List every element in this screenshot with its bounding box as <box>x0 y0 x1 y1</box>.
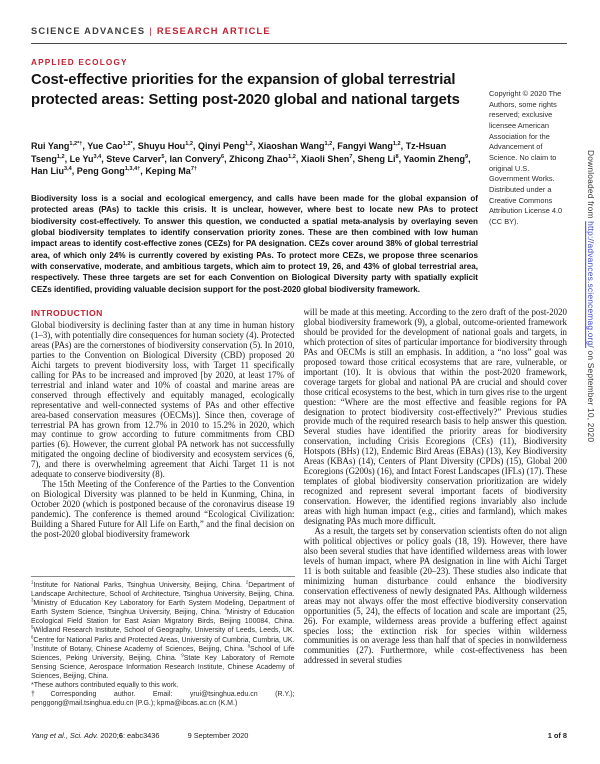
citation-journal: Sci. Adv. <box>69 731 99 740</box>
author: Sheng Li$^8$ <box>357 153 399 164</box>
paragraph: The 15th Meeting of the Conference of the Parties to the Convention on Biological Diversity was planned to be held in Kunming, China, in October 2020 (which is postponed because of the coronavirus disease 19 pandemic). The conference is themed around “Ecological Civilization: Building a Shared Future for All Life on Earth,” and the final decision on the post-2020 global biodiversity framework <box>31 479 295 540</box>
author: Qinyi Peng$^{1,2}$ <box>197 141 253 151</box>
page-number: 1 of 8 <box>547 731 567 740</box>
author: Ian Convery$^6$ <box>169 153 225 164</box>
article-type-label: RESEARCH ARTICLE <box>156 26 271 36</box>
author: Xiaoshan Wang$^{1,2}$ <box>257 141 333 151</box>
download-banner-post: on September 10, 2020 <box>586 347 596 443</box>
journal-name: SCIENCE ADVANCES <box>31 26 146 36</box>
citation-authors: Yang et al. <box>31 731 66 740</box>
author: Han Liu$^{3,4}$ <box>31 166 72 177</box>
equal-contribution-note: *These authors contributed equally to this work. <box>31 682 179 690</box>
author: Tz-Hsuan Tseng$^{1,2}$ <box>31 141 447 164</box>
copyright-notice: Copyright © 2020 The Authors, some rights reserved; exclusive licensee American Association for the Advancement of Science. No claim to original U.S. Government Works. Distributed under a Creative Commons Attribution License 4.0 (CC BY). <box>489 89 563 226</box>
author: Rui Yang$^{1,2*\dagger}$ <box>31 141 83 151</box>
citation <box>31 731 248 740</box>
citation-year: 2020; <box>100 731 119 740</box>
abstract: Biodiversity loss is a social and ecological emergency, and calls have been made for the global expansion of protected areas (PAs) to tackle this crisis. It is unclear, however, where best to locate new PAs to protect biodiversity cost-effectively. To answer this question, we conducted a spatial meta-analysis by overlaying seven global biodiversity templates to identify conservation priority zones. These are then combined with low human impact areas to identify cost-effective zones (CEZs) for PA designation. CEZs cover around 38% of global terrestrial area, of which only 24% is currently covered by existing PAs. To protect more CEZs, we propose three scenarios with conservative, moderate, and ambitious targets, which aim to protect 19, 26, and 43% of global terrestrial area, respectively. These three targets are set for each Convention on Biological Diversity party with spatially explicit CEZs identified, providing valuable decision support for the post-2020 global biodiversity framework. <box>31 194 478 294</box>
author: Steve Carver$^5$ <box>106 153 165 164</box>
author-list: Rui Yang$^{1,2*\dagger}$, Yue Cao$^{1,2*}$, Shuyu Hou$^{1,2}$, Qinyi Peng$^{1,2}$, Xiaoshan Wang$^{1,2}$, Fangyi Wang$^{1,2}$, Tz-Hsuan Tseng$^{1,2}$, Le Yu$^{3,4}$, Steve Carver$^5$, Ian Convery$^6$, Zhicong Zhao$^{1,2}$, Xiaoli Shen$^7$, Sheng Li$^8$, Yaomin Zheng$^9$, Han Liu$^{3,4}$, Peng Gong$^{1,3,4\dagger}$, Keping $Ma^{7\dagger}$ <box>31 141 471 177</box>
author: Fangyi Wang$^{1,2}$ <box>337 141 401 151</box>
author: Shuyu Hou$^{1,2}$ <box>137 141 193 151</box>
journal-url-link[interactable]: http://advances.sciencemag.org/ <box>586 221 596 348</box>
author: Yue Cao$^{1,2*}$ <box>87 141 133 151</box>
author: Zhicong Zhao$^{1,2}$ <box>229 153 296 164</box>
paragraph: will be made at this meeting. According to the zero draft of the post-2020 global biodiversity framework (9), a global, outcome-oriented framework should be provided for the development of national goals and targets, in which protection of sites of particular importance for biodiversity through PAs and OECMs is still an emphasis. In addition, a “no loss” goal was proposed toward those critical ecosystems that are rare, vulnerable, or important (10). It is obvious that within the post-2020 framework, coverage targets for global and national PA are crucial and should cover those critical ecosystems to the best, which in turn gives rise to the urgent question: “Where are the most effective and feasible regions for PA designation to protect biodiversity cost-effectively?” Previous studies provide much of the required research basis to help answer this question. Several studies have identified the priority areas for biodiversity conservation, including Crisis Ecoregions (CEs) (11), Biodiversity Hotspots (BHs) (12), Endemic Bird Areas (EBAs) (13), Key Biodiversity Areas (KBAs) (14), Centers of Plant Diversity (CPDs) (15), Global 200 Ecoregions (G200s) (16), and Intact Forest Landscapes (IFLs) (17). These templates of global biodiversity conservation prioritization are widely recognized and represent several important facets of biodiversity conservation. However, the identified regions invariably also include areas with high human impact (e.g., cities and farmland), which makes designating PAs much more difficult. <box>303 308 567 527</box>
masthead <box>31 26 271 36</box>
download-banner <box>586 150 596 628</box>
right-column-text <box>304 308 568 706</box>
masthead-separator: | <box>149 26 153 36</box>
author: Peng Gong$^{1,3,4\dagger}$ <box>76 166 141 177</box>
publication-date: 9 September 2020 <box>187 731 249 740</box>
page-title: Cost-effective priorities for the expansion of global terrestrial protected areas: Setting post-2020 global and national targets <box>31 72 460 109</box>
author: Yaomin Zheng$^9$ <box>403 153 469 164</box>
author: Le Yu$^{3,4}$ <box>69 153 102 164</box>
paragraph: Global biodiversity is declining faster than at any time in human history (1–3), with potentially dire consequences for human society (4). Protected areas (PAs) are the cornerstones of biodiversity conservation (5). In 2010, parties to the Convention on Biological Diversity (CBD) proposed 20 Aichi targets to prevent biodiversity loss, with Target 11 specifically calling for PAs to be increased and improved [by 2020, at least 17% of terrestrial and inland water and 10% of coastal and marine areas are conserved through effectively and equitably managed, ecologically representative and well-connected systems of PAs and other effective area-based conservation measures (OECMs)]. Since then, coverage of terrestrial PA has grown from 12.7% in 2010 to 15.2% in 2020, which may continue to grow according to future commitments from CBD parties (6). However, the current global PA network has not successfully mitigated the ongoing decline of biodiversity and ecosystem services (6, 7), and there is overwhelming agreement that Aichi Target 11 is not adequate to conserve biodiversity (8). <box>31 321 295 480</box>
affiliations: $^1$Institute for National Parks, Tsinghua University, Beijing, China. $^2$Department of Landscape Architecture, School of Architecture, Tsinghua University, Beijing, China. $^3$Ministry of Education Key Laboratory for Earth System Modeling, Department of Earth System Science, Tsinghua University, Beijing, China. $^4$Ministry of Education Ecological Field Station for East Asian Migratory Birds, Beijing 100084, China. $^5$Wildland Research Institute, School of Geography, University of Leeds, Leeds, UK. $^6$Centre for National Parks and Protected Areas, University of Cumbria, Cumbria, UK. $^7$Institute of Botany, Chinese Academy of Sciences, Beijing, China. $^8$School of Life Sciences, Peking University, Beijing, China. $^9$State Key Laboratory of Remote Sensing Science, Aerospace Information Research Institute, Chinese Academy of Sciences, Beijing, China. <box>31 579 295 680</box>
left-column <box>31 308 295 708</box>
right-column <box>304 308 568 708</box>
download-banner-pre: Downloaded from <box>586 150 596 222</box>
section-label: APPLIED ECOLOGY <box>31 58 128 67</box>
author: Keping $Ma^{7\dagger}$ <box>145 166 198 177</box>
author: Xiaoli Shen$^7$ <box>300 153 353 164</box>
left-column-text <box>31 321 295 570</box>
section-heading-introduction: INTRODUCTION <box>31 308 103 318</box>
footnotes-block <box>31 576 295 708</box>
page-footer <box>31 731 567 740</box>
corresponding-author-note: †Corresponding author. Email: yrui@tsinghua.edu.cn (R.Y.); penggong@mail.tsinghua.edu.cn (P.G.); kpma@ibcas.ac.cn (K.M.) <box>31 691 295 708</box>
citation-article-id: : eabc3436 <box>122 731 160 740</box>
citation-separator: , <box>65 731 70 740</box>
article-body <box>31 308 567 708</box>
citation-volume: 6 <box>118 731 123 740</box>
header-divider <box>31 43 567 44</box>
paragraph: As a result, the targets set by conservation scientists often do not align with political objectives or policy goals (18, 19). However, there have also been several studies that have identified wilderness areas with lower levels of human impact, where PA designation in line with Aichi Target 11 is both suitable and feasible (20–23). These studies also indicate that minimizing human disturbance could enhance the biodiversity conservation effectiveness of newly designated PAs. Although wilderness areas may not always offer the most effective biodiversity conservation opportunities (5, 24), the effects of location and scale are important (25, 26). For example, wilderness areas provide a buffering effect against species loss; the extinction risk for species within wilderness communities is on average less than half that of species in nonwilderness communities (27). Furthermore, while cost-effectiveness has been addressed in several studies <box>303 525 567 666</box>
